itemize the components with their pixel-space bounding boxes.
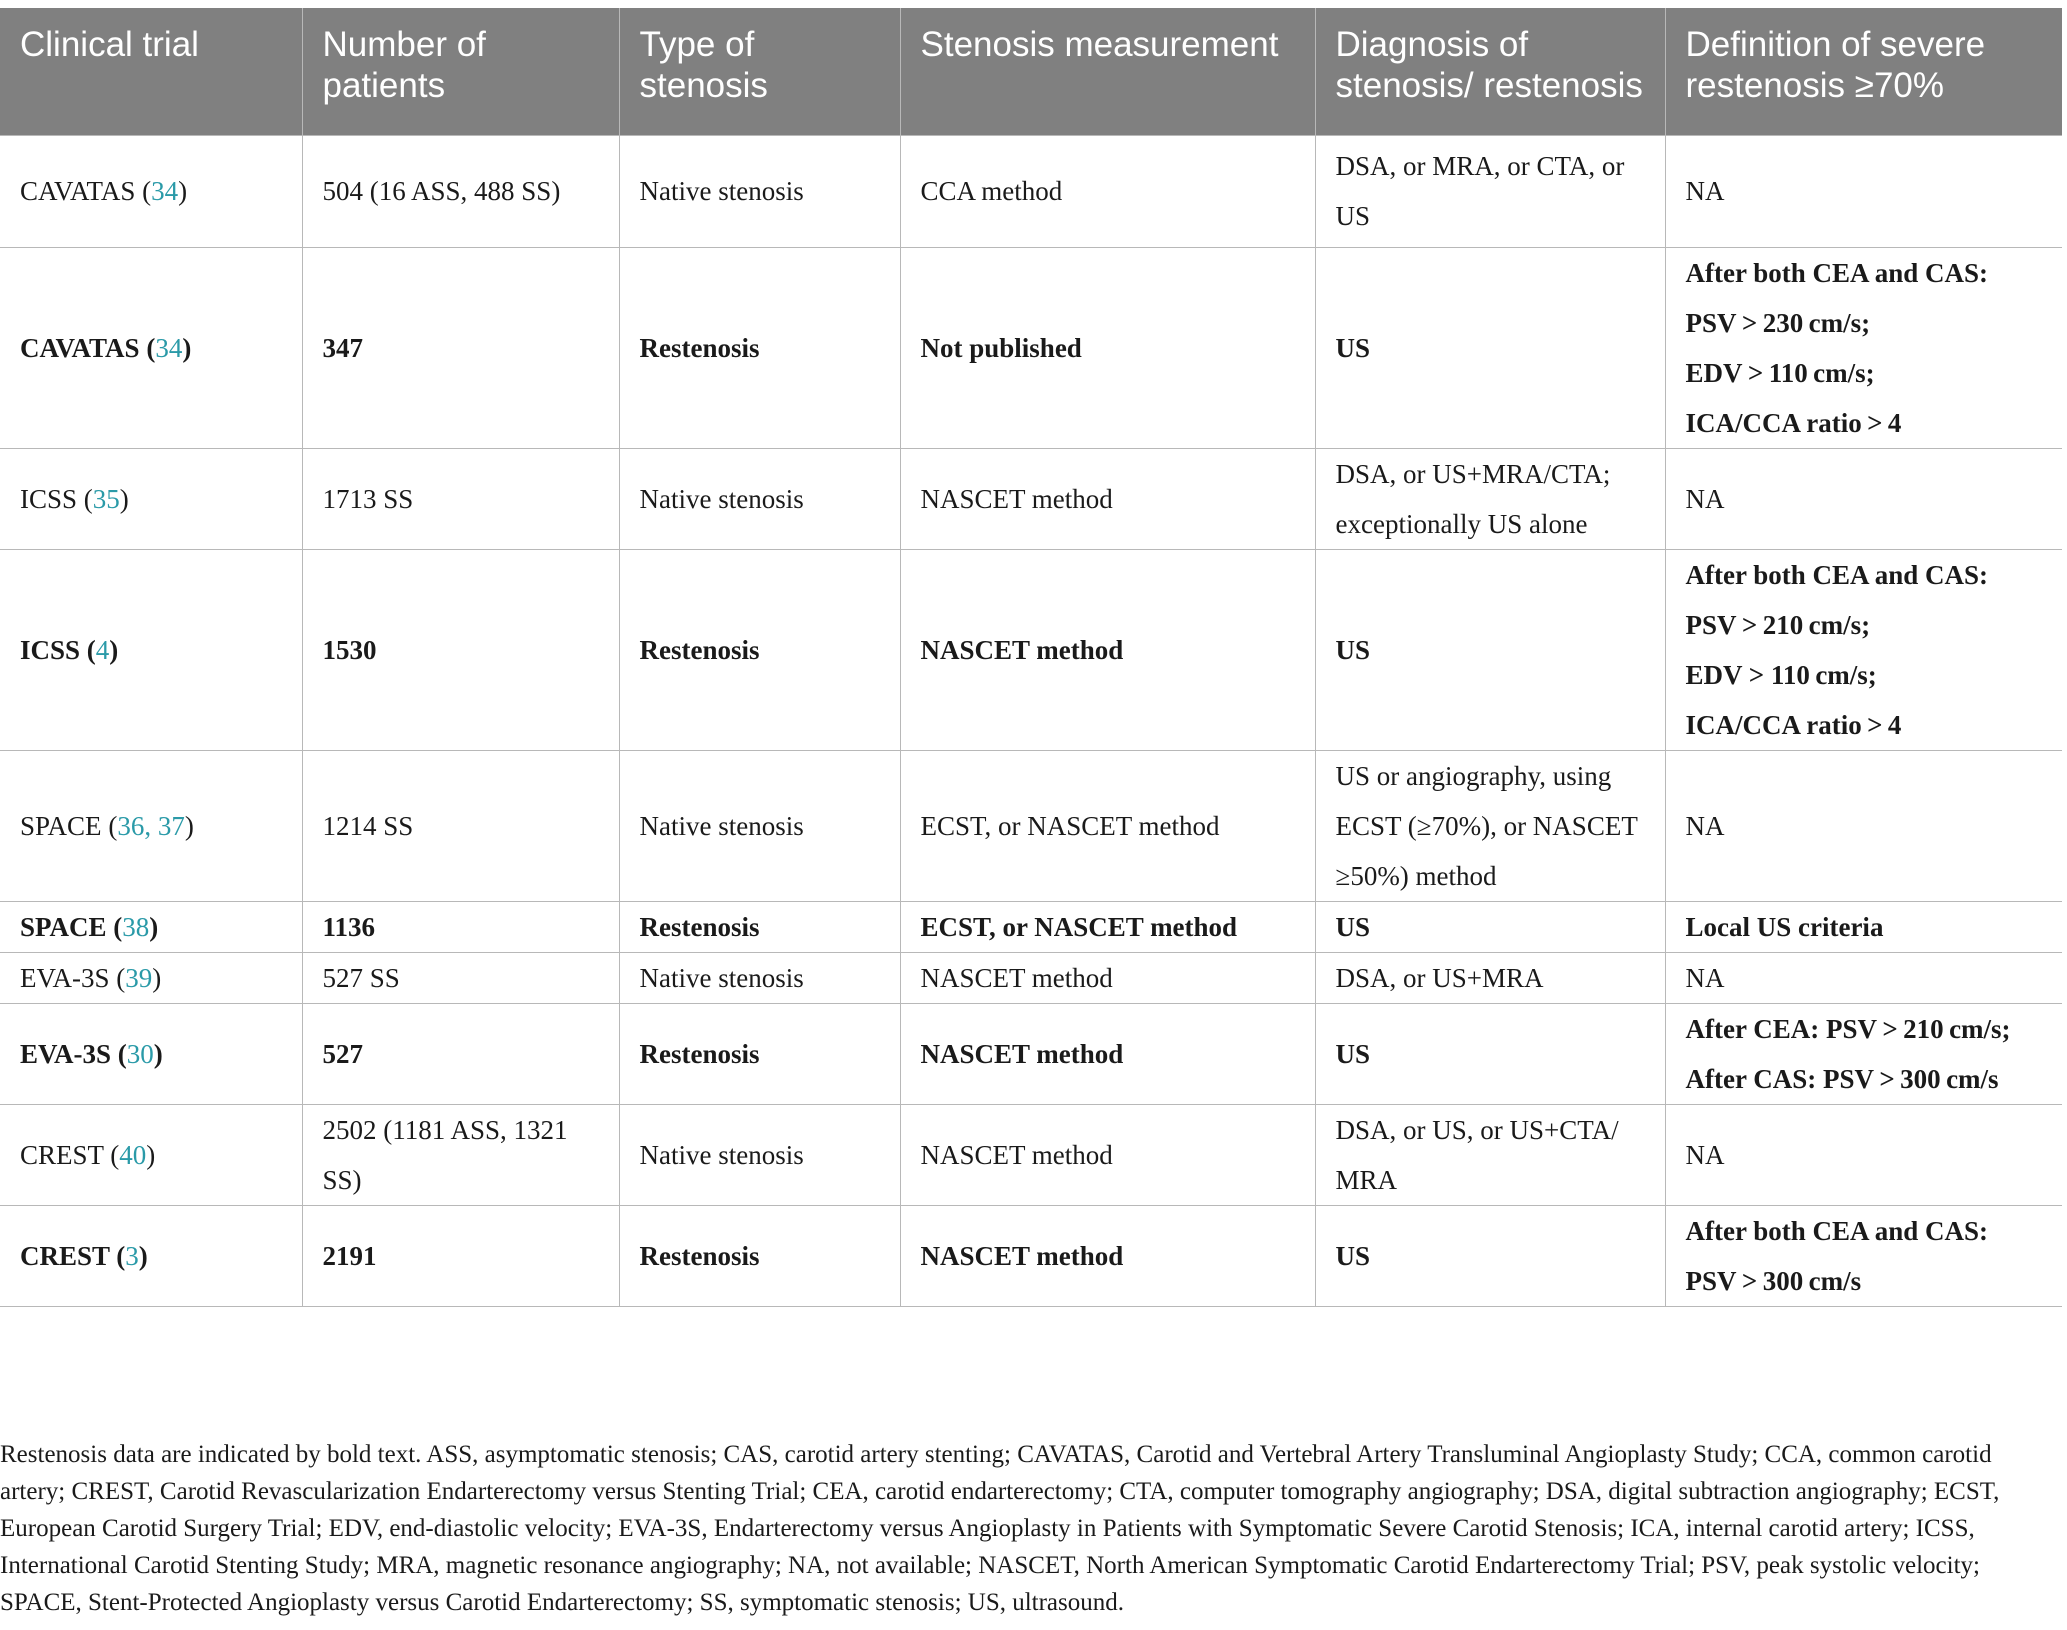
cell-diagnosis: US (1315, 901, 1665, 952)
cell-type-of-stenosis: Native stenosis (619, 952, 900, 1003)
definition-line: After both CEA and CAS: (1685, 559, 1989, 590)
trial-name: CREST (20, 1240, 110, 1271)
paren-close: ) (146, 1139, 156, 1170)
cell-type-of-stenosis: Native stenosis (619, 135, 900, 247)
table-row (0, 247, 2062, 448)
definition-line: After both CEA and CAS: (1685, 1215, 1989, 1246)
table-footnote: Restenosis data are indicated by bold text. ASS, asymptomatic stenosis; CAS, carotid artery stenting; CAVATAS, Carotid and Vertebral Artery Transluminal Angioplasty Study; CCA, common carotid artery; CREST, Carotid Revascularization Endarterectomy versus Stenting Trial; CEA, carotid endarterectomy; CTA, computer tomography angiography; DSA, digital subtraction angiography; ECST, European Carotid Surgery Trial; EDV, end-diastolic velocity; EVA-3S, Endarterectomy versus Angioplasty in Patients with Symptomatic Severe Carotid Stenosis; ICA, internal carotid artery; ICSS, International Carotid Stenting Study; MRA, magnetic resonance angiography; NA, not available; NASCET, North American Symptomatic Carotid Endarterectomy Trial; PSV, peak systolic velocity; SPACE, Stent-Protected Angioplasty versus Carotid Endarterectomy; SS, symptomatic stenosis; US, ultrasound. (0, 1441, 2000, 1616)
cell-number-of-patients: 1713 SS (302, 448, 619, 549)
trial-name: ICSS (20, 634, 81, 665)
table-header (0, 8, 2062, 135)
definition-line: PSV > 210 cm/s; (1685, 609, 1871, 640)
table-row (0, 901, 2062, 952)
header-row (0, 8, 2062, 135)
cell-stenosis-measurement: NASCET method (900, 448, 1315, 549)
definition-line: EDV > 110 cm/s; (1685, 357, 1875, 388)
cell-stenosis-measurement: CCA method (900, 135, 1315, 247)
reference-link[interactable]: 40 (119, 1139, 147, 1170)
cell-number-of-patients: 1214 SS (302, 750, 619, 901)
header-clinical-trial: Clinical trial (0, 8, 302, 135)
cell-definition (1665, 448, 2062, 549)
cell-diagnosis: US or angiography, using ECST (≥70%), or NASCET ≥50%) method (1315, 750, 1665, 901)
definition-line: PSV > 300 cm/s (1685, 1265, 1862, 1296)
table-row (0, 135, 2062, 247)
reference-link[interactable]: 36, 37 (117, 810, 185, 841)
cell-type-of-stenosis: Restenosis (619, 1003, 900, 1104)
definition-line: NA (1685, 176, 1725, 206)
cell-number-of-patients: 1136 (302, 901, 619, 952)
cell-stenosis-measurement: NASCET method (900, 549, 1315, 750)
reference-link[interactable]: 3 (125, 1240, 139, 1271)
cell-number-of-patients: 1530 (302, 549, 619, 750)
reference-link[interactable]: 34 (155, 332, 183, 363)
reference-link[interactable]: 35 (92, 483, 120, 514)
cell-diagnosis: DSA, or US, or US+CTA/ MRA (1315, 1104, 1665, 1205)
cell-number-of-patients: 527 SS (302, 952, 619, 1003)
cell-number-of-patients: 2502 (1181 ASS, 1321 SS) (302, 1104, 619, 1205)
cell-type-of-stenosis: Restenosis (619, 247, 900, 448)
paren-close: ) (178, 176, 188, 206)
header-stenosis-measurement: Stenosis measurement (900, 8, 1315, 135)
cell-diagnosis: DSA, or MRA, or CTA, or US (1315, 135, 1665, 247)
trial-name: ICSS (20, 483, 78, 514)
header-definition: Definition of severe restenosis ≥70% (1665, 8, 2062, 135)
definition-line: NA (1685, 810, 1725, 841)
cell-diagnosis: US (1315, 549, 1665, 750)
definition-line: EDV > 110 cm/s; (1685, 659, 1877, 690)
cell-clinical-trial (0, 1104, 302, 1205)
cell-stenosis-measurement: Not published (900, 247, 1315, 448)
paren-close: ) (149, 911, 159, 942)
cell-type-of-stenosis: Restenosis (619, 549, 900, 750)
definition-line: ICA/CCA ratio > 4 (1685, 709, 1902, 740)
cell-clinical-trial (0, 549, 302, 750)
cell-diagnosis: DSA, or US+MRA/CTA; exceptionally US alone (1315, 448, 1665, 549)
cell-clinical-trial (0, 1205, 302, 1306)
definition-line: After CEA: PSV > 210 cm/s; (1685, 1013, 2011, 1044)
cell-clinical-trial (0, 448, 302, 549)
cell-number-of-patients: 347 (302, 247, 619, 448)
trial-name: SPACE (20, 810, 102, 841)
paren-open: ( (109, 1240, 126, 1271)
paren-close: ) (153, 1038, 163, 1069)
reference-link[interactable]: 4 (95, 634, 110, 665)
paren-close: ) (184, 810, 194, 841)
trial-name: SPACE (20, 911, 107, 942)
table-row (0, 1104, 2062, 1205)
reference-link[interactable]: 39 (125, 962, 153, 993)
cell-type-of-stenosis: Native stenosis (619, 448, 900, 549)
definition-line: PSV > 230 cm/s; (1685, 307, 1871, 338)
cell-stenosis-measurement: NASCET method (900, 1205, 1315, 1306)
paren-close: ) (138, 1240, 148, 1271)
definition-line: NA (1685, 483, 1725, 514)
trial-name: EVA-3S (20, 1038, 112, 1069)
paren-open: ( (77, 483, 93, 514)
paren-close: ) (119, 483, 129, 514)
cell-stenosis-measurement: ECST, or NASCET method (900, 750, 1315, 901)
trial-name: CAVATAS (20, 332, 140, 363)
table-row (0, 750, 2062, 901)
cell-diagnosis: US (1315, 1003, 1665, 1104)
trial-name: CAVATAS (20, 176, 136, 206)
trials-table (0, 8, 2062, 1307)
table-row (0, 448, 2062, 549)
paren-open: ( (103, 1139, 120, 1170)
cell-stenosis-measurement: NASCET method (900, 952, 1315, 1003)
header-type-of-stenosis: Type of stenosis (619, 8, 900, 135)
cell-stenosis-measurement: NASCET method (900, 1104, 1315, 1205)
cell-stenosis-measurement: ECST, or NASCET method (900, 901, 1315, 952)
paren-close: ) (182, 332, 192, 363)
cell-definition (1665, 1104, 2062, 1205)
definition-line: After both CEA and CAS: (1685, 257, 1989, 288)
header-diagnosis: Diagnosis of stenosis/ restenosis (1315, 8, 1665, 135)
paren-close: ) (109, 634, 119, 665)
reference-link[interactable]: 38 (122, 911, 150, 942)
paren-open: ( (135, 176, 152, 206)
definition-line: After CAS: PSV > 300 cm/s (1685, 1063, 1999, 1094)
header-number-of-patients: Number of patients (302, 8, 619, 135)
reference-link[interactable]: 30 (126, 1038, 154, 1069)
table-row (0, 1205, 2062, 1306)
cell-definition (1665, 135, 2062, 247)
paren-open: ( (109, 962, 126, 993)
cell-clinical-trial (0, 750, 302, 901)
cell-definition (1665, 1003, 2062, 1104)
cell-diagnosis: US (1315, 1205, 1665, 1306)
paren-close: ) (152, 962, 162, 993)
cell-definition (1665, 952, 2062, 1003)
cell-clinical-trial (0, 135, 302, 247)
reference-link[interactable]: 34 (151, 176, 179, 206)
cell-number-of-patients: 527 (302, 1003, 619, 1104)
definition-line: ICA/CCA ratio > 4 (1685, 407, 1902, 438)
cell-type-of-stenosis: Native stenosis (619, 1104, 900, 1205)
trial-name: EVA-3S (20, 962, 110, 993)
paren-open: ( (139, 332, 156, 363)
paren-open: ( (101, 810, 118, 841)
cell-definition (1665, 549, 2062, 750)
paren-open: ( (80, 634, 96, 665)
cell-type-of-stenosis: Restenosis (619, 1205, 900, 1306)
cell-clinical-trial (0, 952, 302, 1003)
paren-open: ( (111, 1038, 127, 1069)
definition-line: Local US criteria (1685, 911, 1884, 942)
table-row (0, 1003, 2062, 1104)
cell-type-of-stenosis: Native stenosis (619, 750, 900, 901)
cell-definition (1665, 750, 2062, 901)
cell-clinical-trial (0, 1003, 302, 1104)
cell-number-of-patients: 2191 (302, 1205, 619, 1306)
cell-diagnosis: US (1315, 247, 1665, 448)
cell-stenosis-measurement: NASCET method (900, 1003, 1315, 1104)
cell-definition (1665, 247, 2062, 448)
table-body (0, 135, 2062, 1306)
cell-diagnosis: DSA, or US+MRA (1315, 952, 1665, 1003)
cell-definition (1665, 901, 2062, 952)
cell-type-of-stenosis: Restenosis (619, 901, 900, 952)
cell-number-of-patients: 504 (16 ASS, 488 SS) (302, 135, 619, 247)
cell-clinical-trial (0, 247, 302, 448)
table-row (0, 952, 2062, 1003)
definition-line: NA (1685, 1139, 1725, 1170)
table-row (0, 549, 2062, 750)
cell-clinical-trial (0, 901, 302, 952)
trial-name: CREST (20, 1139, 104, 1170)
definition-line: NA (1685, 962, 1725, 993)
cell-definition (1665, 1205, 2062, 1306)
paren-open: ( (106, 911, 123, 942)
